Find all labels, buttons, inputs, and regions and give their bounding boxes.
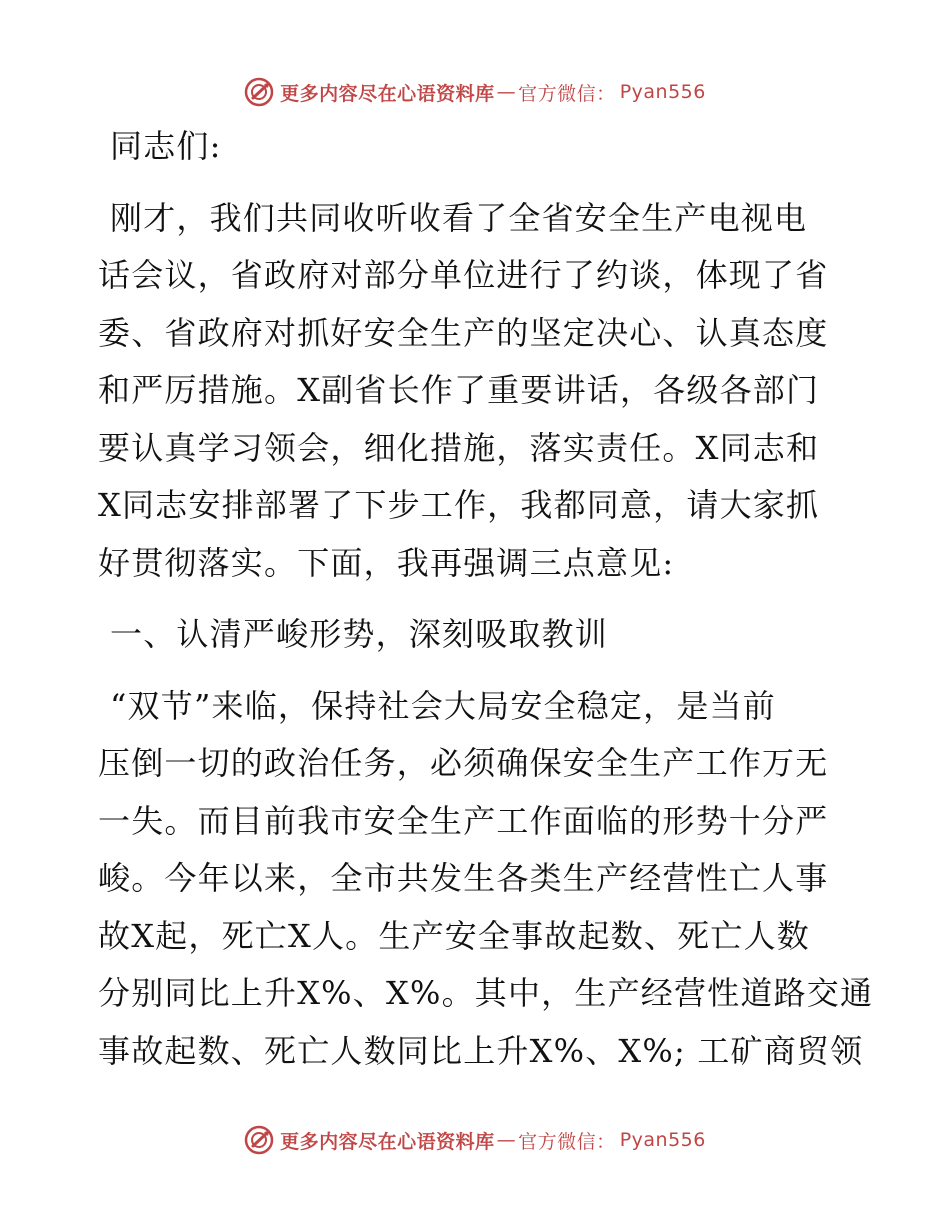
paragraph-2 [98,678,874,1081]
paragraph-line: 分别同比上升X%、X%。其中，生产经营性道路交通 [98,974,874,1012]
watermark-id: Pyan556 [619,1129,706,1151]
section-heading-1: 一、认清严峻形势，深刻吸取教训 [110,615,609,653]
paragraph-line: 委、省政府对抓好安全生产的坚定决心、认真态度 [98,313,829,352]
document-body [98,118,874,1080]
paragraph-line: 故X起，死亡X人。生产安全事故起数、死亡人数 [98,916,810,955]
brand-logo-icon [244,1125,274,1155]
paragraph-line: 好贯彻落实。下面，我再强调三点意见: [98,543,675,582]
paragraph-1 [98,190,858,593]
paragraph-line: 峻。今年以来，全市共发生各类生产经营性亡人事 [98,859,829,897]
paragraph-line: 要认真学习领会，细化措施，落实责任。X同志和 [98,428,820,467]
watermark-dash: — [496,1129,517,1151]
paragraph-line: 刚才，我们共同收听收看了全省安全生产电视电 [110,198,808,237]
brand-logo-icon [244,77,274,107]
paragraph-line: 事故起数、死亡人数同比上升X%、X%; 工矿商贸领 [98,1031,864,1070]
paragraph-line: 话会议，省政府对部分单位进行了约谈，体现了省 [98,256,829,294]
watermark-id: Pyan556 [619,81,706,103]
watermark-label: 官方微信： [518,82,616,105]
paragraph-line: 一失。而目前我市安全生产工作面临的形势十分严 [98,801,829,840]
salutation: 同志们: [110,127,222,165]
watermark-brand: 更多内容尽在心语资料库 [280,82,495,105]
header-watermark [0,72,950,112]
paragraph-line: 压倒一切的政治任务，必须确保安全生产工作万无 [98,744,829,782]
paragraph-line: “双节”来临，保持社会大局安全稳定，是当前 [110,686,776,725]
footer-watermark [0,1120,950,1160]
paragraph-line: X同志安排部署了下步工作，我都同意，请大家抓 [98,486,820,524]
watermark-brand: 更多内容尽在心语资料库 [280,1130,495,1153]
watermark-dash: — [496,81,517,103]
watermark-label: 官方微信： [518,1130,616,1153]
paragraph-line: 和严厉措施。X副省长作了重要讲话，各级各部门 [98,371,820,409]
